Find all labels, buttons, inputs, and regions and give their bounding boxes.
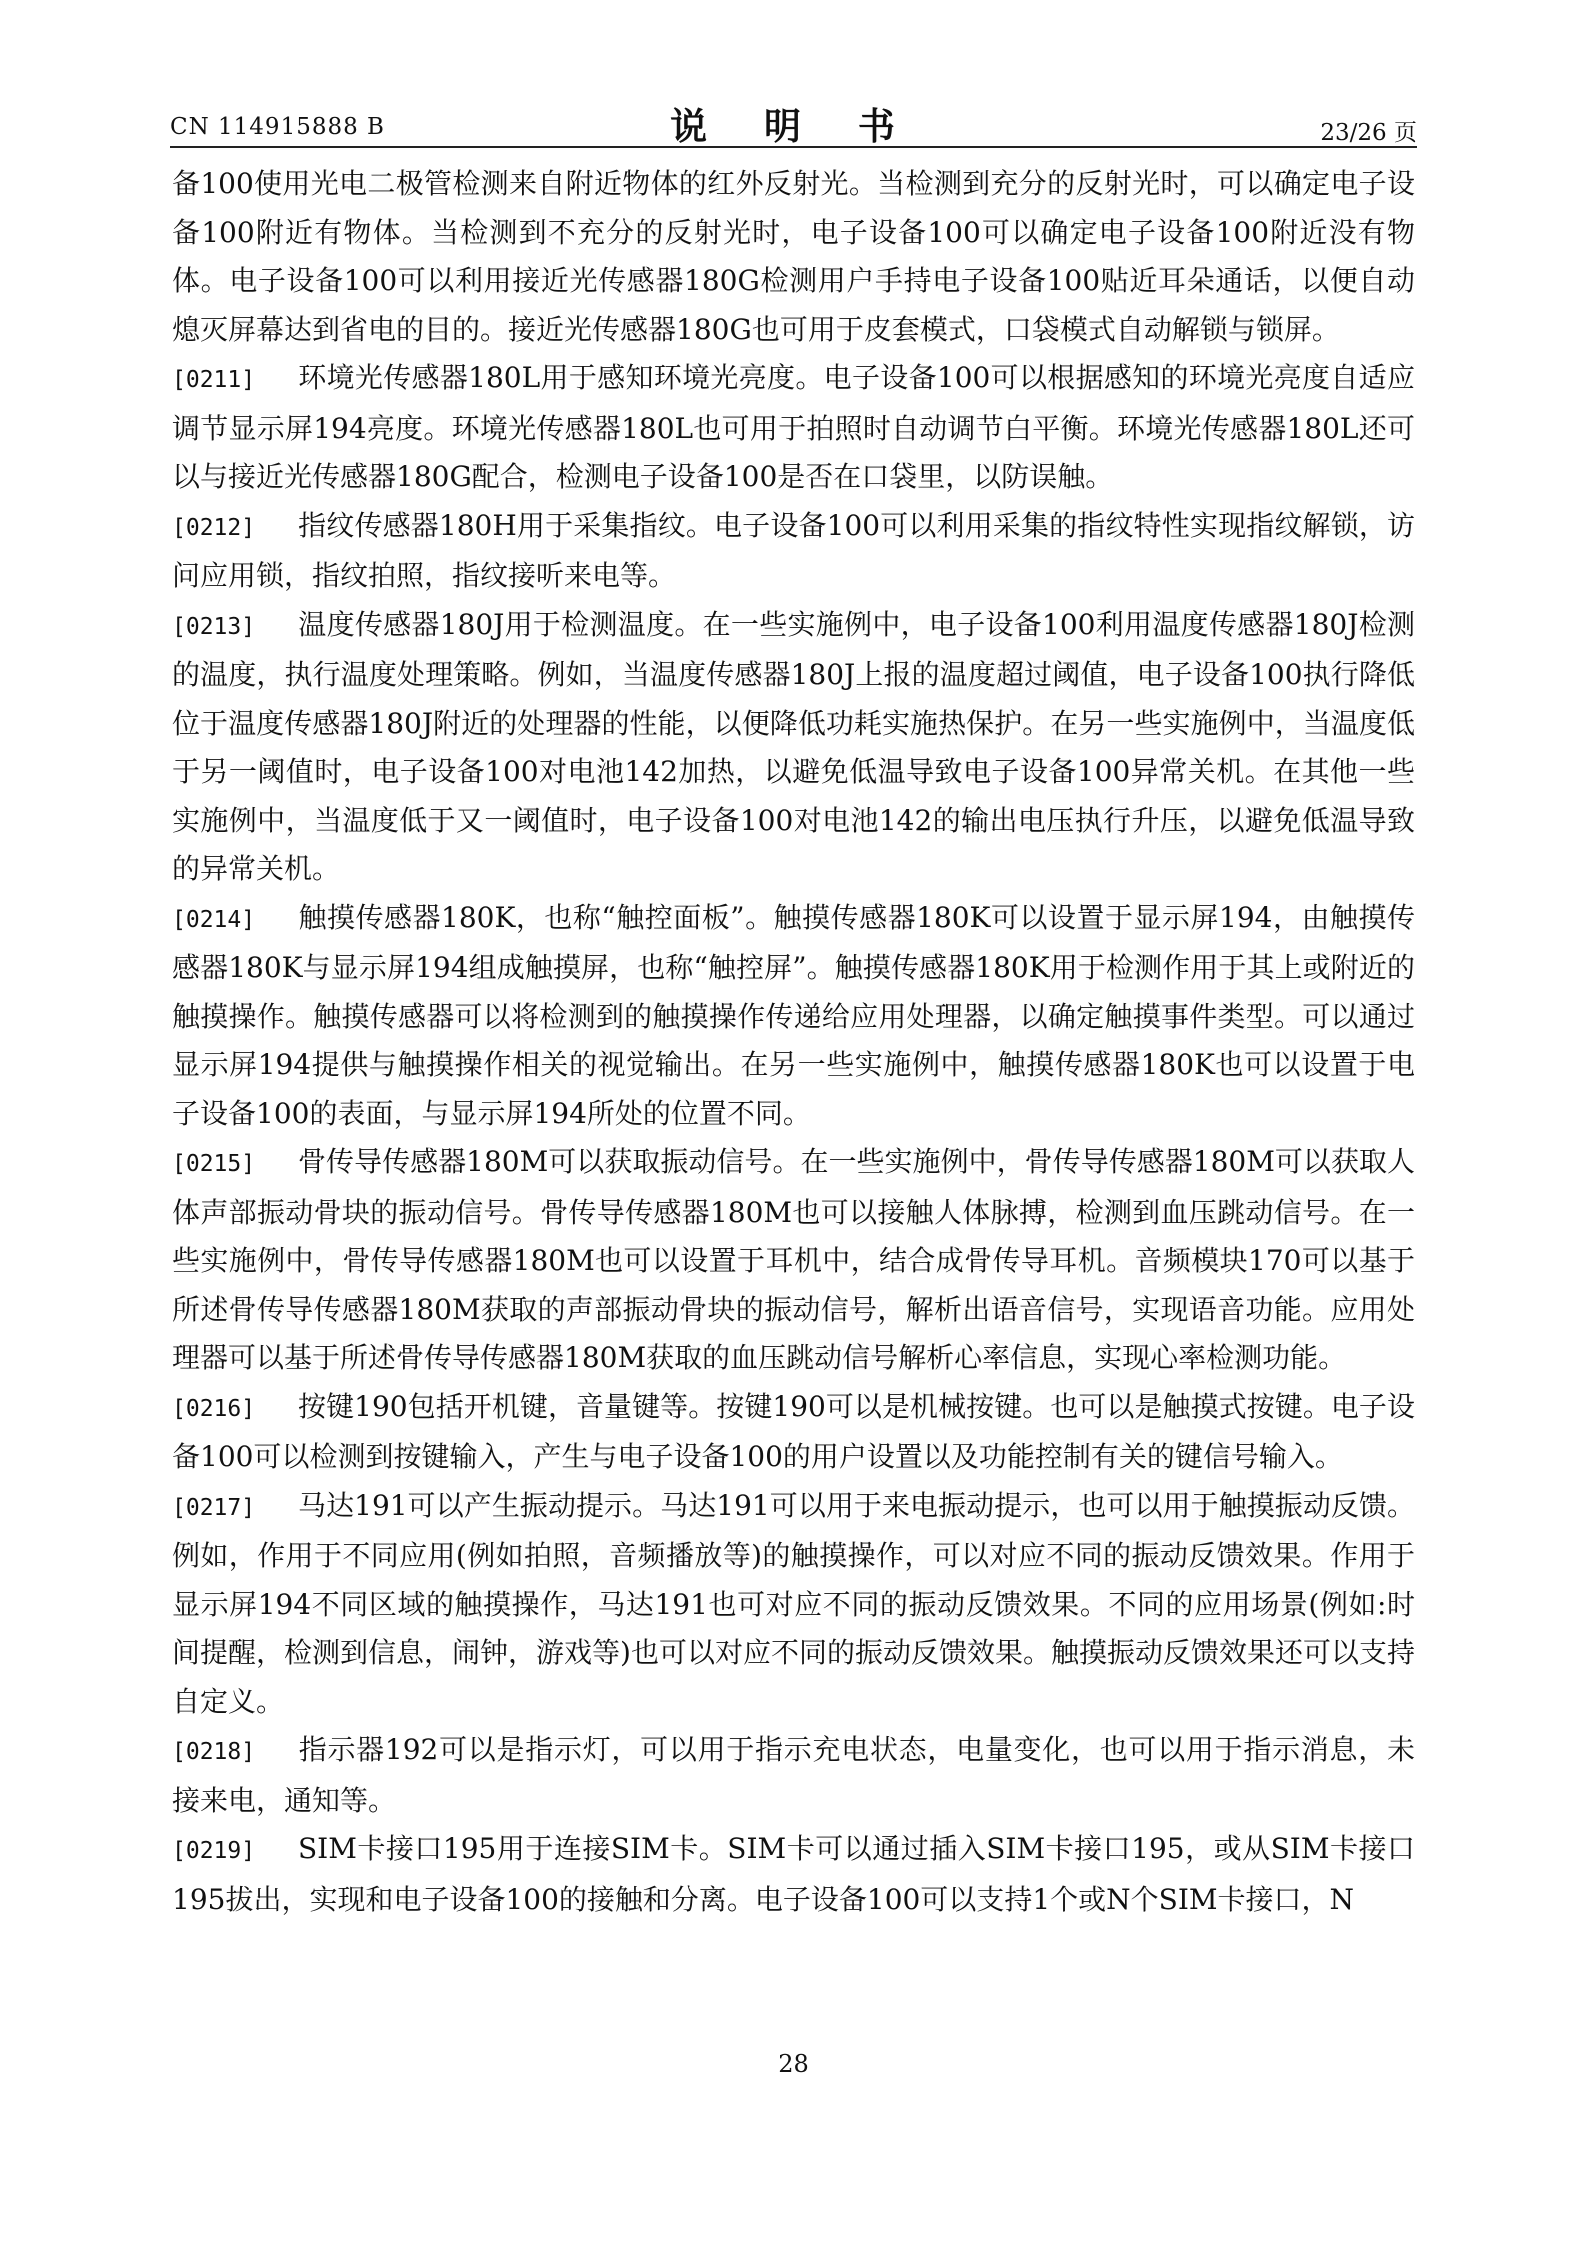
paragraph-number: [0214] <box>172 906 256 933</box>
paragraph-text: SIM卡接口195用于连接SIM卡。SIM卡可以通过插入SIM卡接口195，或从SIM卡接口195拔出，实现和电子设备100的接触和分离。电子设备100可以支持1个或N个SIM卡接口，N <box>172 1832 1415 1916</box>
paragraph-0216 <box>172 1383 1415 1482</box>
intro-paragraph: 备100使用光电二极管检测来自附近物体的红外反射光。当检测到充分的反射光时，可以确定电子设备100附近有物体。当检测到不充分的反射光时，电子设备100可以确定电子设备100附近没有物体。电子设备100可以利用接近光传感器180G检测用户手持电子设备100贴近耳朵通话，以便自动熄灭屏幕达到省电的目的。接近光传感器180G也可用于皮套模式，口袋模式自动解锁与锁屏。 <box>172 167 1415 346</box>
paragraph-number: [0216] <box>172 1395 256 1422</box>
page-counter: 23/26 页 <box>1320 120 1417 146</box>
paragraph-text: 按键190包括开机键，音量键等。按键190可以是机械按键。也可以是触摸式按键。电子设备100可以检测到按键输入，产生与电子设备100的用户设置以及功能控制有关的键信号输入。 <box>172 1389 1415 1473</box>
paragraph-text: 温度传感器180J用于检测温度。在一些实施例中，电子设备100利用温度传感器180J检测的温度，执行温度处理策略。例如，当温度传感器180J上报的温度超过阈值，电子设备100执行降低位于温度传感器180J附近的处理器的性能，以便降低功耗实施热保护。在另一些实施例中，当温度低于另一阈值时，电子设备100对电池142加热，以避免低温导致电子设备100异常关机。在其他一些实施例中，当温度低于又一阈值时，电子设备100对电池142的输出电压执行升压，以避免低温导致的异常关机。 <box>172 607 1415 885</box>
paragraph-0218 <box>172 1726 1415 1825</box>
paragraph-number: [0211] <box>172 367 256 393</box>
paragraph-0212 <box>172 502 1415 601</box>
paragraph-0219 <box>172 1825 1415 1924</box>
paragraph-text: 触摸传感器180K，也称“触控面板”。触摸传感器180K可以设置于显示屏194，由触摸传感器180K与显示屏194组成触摸屏，也称“触控屏”。触摸传感器180K用于检测作用于其上或附近的触摸操作。触摸传感器可以将检测到的触摸操作传递给应用处理器，以确定触摸事件类型。可以通过显示屏194提供与触摸操作相关的视觉输出。在另一些实施例中，触摸传感器180K也可以设置于电子设备100的表面，与显示屏194所处的位置不同。 <box>172 900 1415 1130</box>
patent-number: CN 114915888 B <box>170 114 385 140</box>
paragraph-text: 骨传导传感器180M可以获取振动信号。在一些实施例中，骨传导传感器180M可以获取人体声部振动骨块的振动信号。骨传导传感器180M也可以接触人体脉搏，检测到血压跳动信号。在一些实施例中，骨传导传感器180M也可以设置于耳机中，结合成骨传导耳机。音频模块170可以基于所述骨传导传感器180M获取的声部振动骨块的振动信号，解析出语音信号，实现语音功能。应用处理器可以基于所述骨传导传感器180M获取的血压跳动信号解析心率信息，实现心率检测功能。 <box>172 1145 1415 1374</box>
header-rule <box>170 146 1417 148</box>
paragraph-number: [0218] <box>172 1739 256 1765</box>
paragraph-number: [0217] <box>172 1494 256 1521</box>
paragraph-number: [0215] <box>172 1151 256 1177</box>
paragraph-text: 指纹传感器180H用于采集指纹。电子设备100可以利用采集的指纹特性实现指纹解锁，访问应用锁，指纹拍照，指纹接听来电等。 <box>172 508 1415 592</box>
document-body <box>172 160 1415 1924</box>
paragraph-number: [0219] <box>172 1838 256 1864</box>
paragraph-text: 指示器192可以是指示灯，可以用于指示充电状态，电量变化，也可以用于指示消息，未接来电，通知等。 <box>172 1733 1415 1817</box>
paragraph-text: 马达191可以产生振动提示。马达191可以用于来电振动提示，也可以用于触摸振动反馈。例如，作用于不同应用(例如拍照，音频播放等)的触摸操作，可以对应不同的振动反馈效果。作用于显示屏194不同区域的触摸操作，马达191也可对应不同的振动反馈效果。不同的应用场景(例如:时间提醒，检测到信息，闹钟，游戏等)也可以对应不同的振动反馈效果。触摸振动反馈效果还可以支持自定义。 <box>172 1488 1415 1718</box>
paragraph-0217 <box>172 1482 1415 1727</box>
paragraph-number: [0212] <box>172 514 256 541</box>
paragraph-0214 <box>172 894 1415 1139</box>
paragraph-0213 <box>172 601 1415 894</box>
paragraph-0215 <box>172 1138 1415 1383</box>
paragraph-0211 <box>172 354 1415 502</box>
page-number: 28 <box>778 2050 809 2078</box>
page-title: 说 明 书 <box>670 104 917 148</box>
paragraph-text: 环境光传感器180L用于感知环境光亮度。电子设备100可以根据感知的环境光亮度自适应调节显示屏194亮度。环境光传感器180L也可用于拍照时自动调节白平衡。环境光传感器180L还可以与接近光传感器180G配合，检测电子设备100是否在口袋里，以防误触。 <box>172 361 1415 493</box>
paragraph-number: [0213] <box>172 613 256 640</box>
